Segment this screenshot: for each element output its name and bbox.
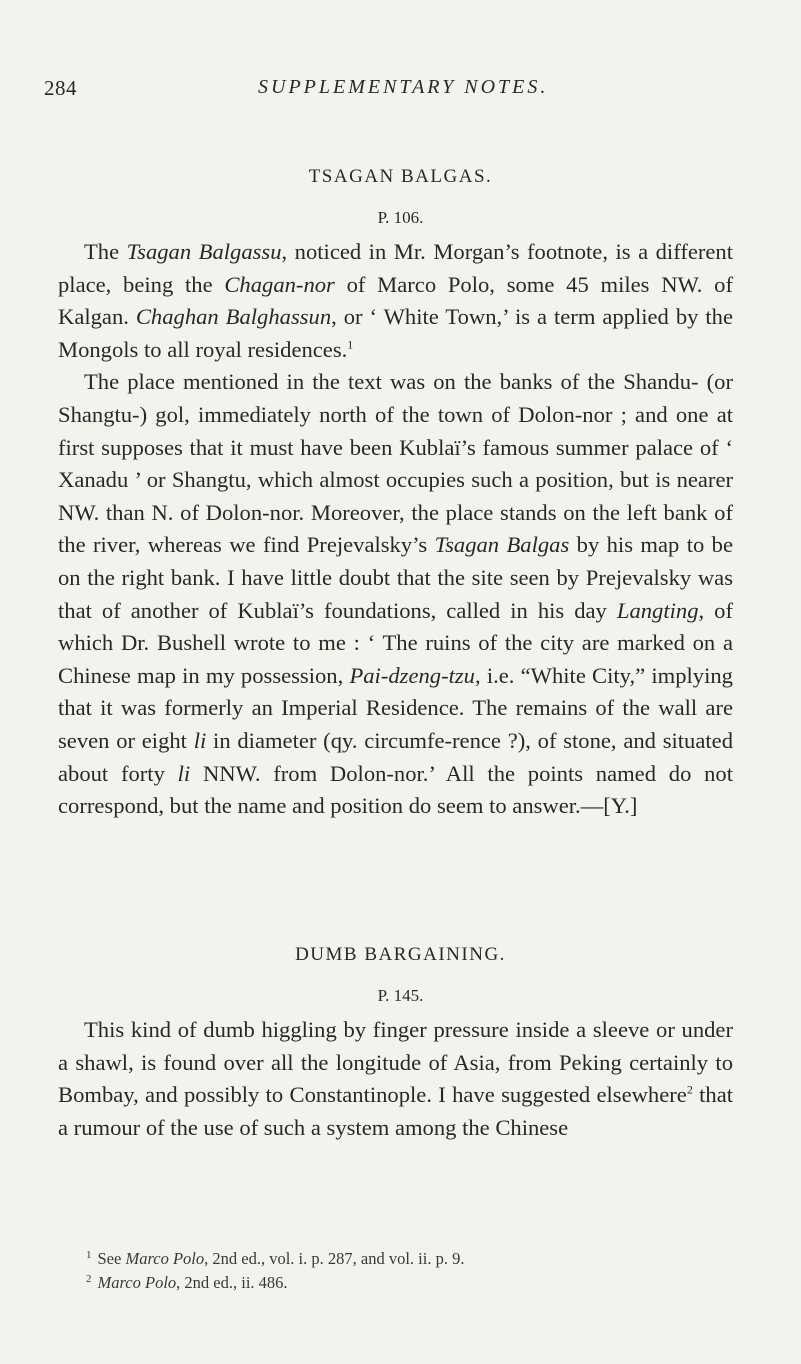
footnote-ref-1: 1 [347, 337, 354, 352]
running-title: SUPPLEMENTARY NOTES. [258, 76, 549, 98]
page-reference-106: P. 106. [377, 208, 424, 227]
paragraph: The place mentioned in the text was on the banks of the Shandu- (or Shangtu-) gol, immediately north of the town of Dolon-nor ; and one at first supposes that it must have been Kublaï’s famous summer palace of ‘ Xanadu ’ or Shangtu, which almost occupies such a position, but is nearer NW. than N. of Dolon-nor. Moreover, the place stands on the left bank of the river, whereas we find Prejevalsky’s Tsagan Balgas by his map to be on the right bank. I have little doubt that the site seen by Prejevalsky was that of another of Kublaï’s foundations, called in his day Langting, of which Dr. Bushell wrote to me : ‘ The ruins of the city are marked on a Chinese map in my possession, Pai-dzeng-tzu, i.e. “White City,” implying that it was formerly an Imperial Residence. The remains of the wall are seven or eight li in diameter (qy. circumfe-rence ?), of stone, and situated about forty li NNW. from Dolon-nor.’ All the points named do not correspond, but the name and position do seem to answer.—[Y.] [58, 369, 733, 819]
paragraph: This kind of dumb higgling by finger pressure inside a sleeve or under a shawl, is found over all the longitude of Asia, from Peking certainly to Bombay, and possibly to Constantinople. I have suggested elsewhere$^2$ that a rumour of the use of such a system among the Chinese [58, 1017, 734, 1140]
footnote: $^1$ See Marco Polo, 2nd ed., vol. i. p. 287, and vol. ii. p. 9. [86, 1248, 465, 1268]
footnote: $^2$ Marco Polo, 2nd ed., ii. 486. [86, 1272, 288, 1292]
section-title-tsagan-balgas: TSAGAN BALGAS. [308, 166, 493, 187]
footnote-ref-2: 2 [686, 1082, 693, 1097]
section-body-tsagan-balgas [58, 236, 733, 823]
page-header [44, 76, 761, 106]
section-body-dumb-bargaining [58, 1014, 733, 1144]
page-reference-145: P. 145. [377, 986, 424, 1005]
paragraph: The Tsagan Balgassu, noticed in Mr. Morgan’s footnote, is a different place, being the Chagan-nor of Marco Polo, some 45 miles NW. of Kalgan. Chaghan Balghassun, or ‘ White Town,’ is a term applied by the Mongols to all royal residences.$^1$ [58, 239, 733, 362]
page-number: 284 [44, 76, 77, 100]
section-title-dumb-bargaining: DUMB BARGAINING. [295, 944, 506, 965]
footnotes [58, 1247, 738, 1295]
